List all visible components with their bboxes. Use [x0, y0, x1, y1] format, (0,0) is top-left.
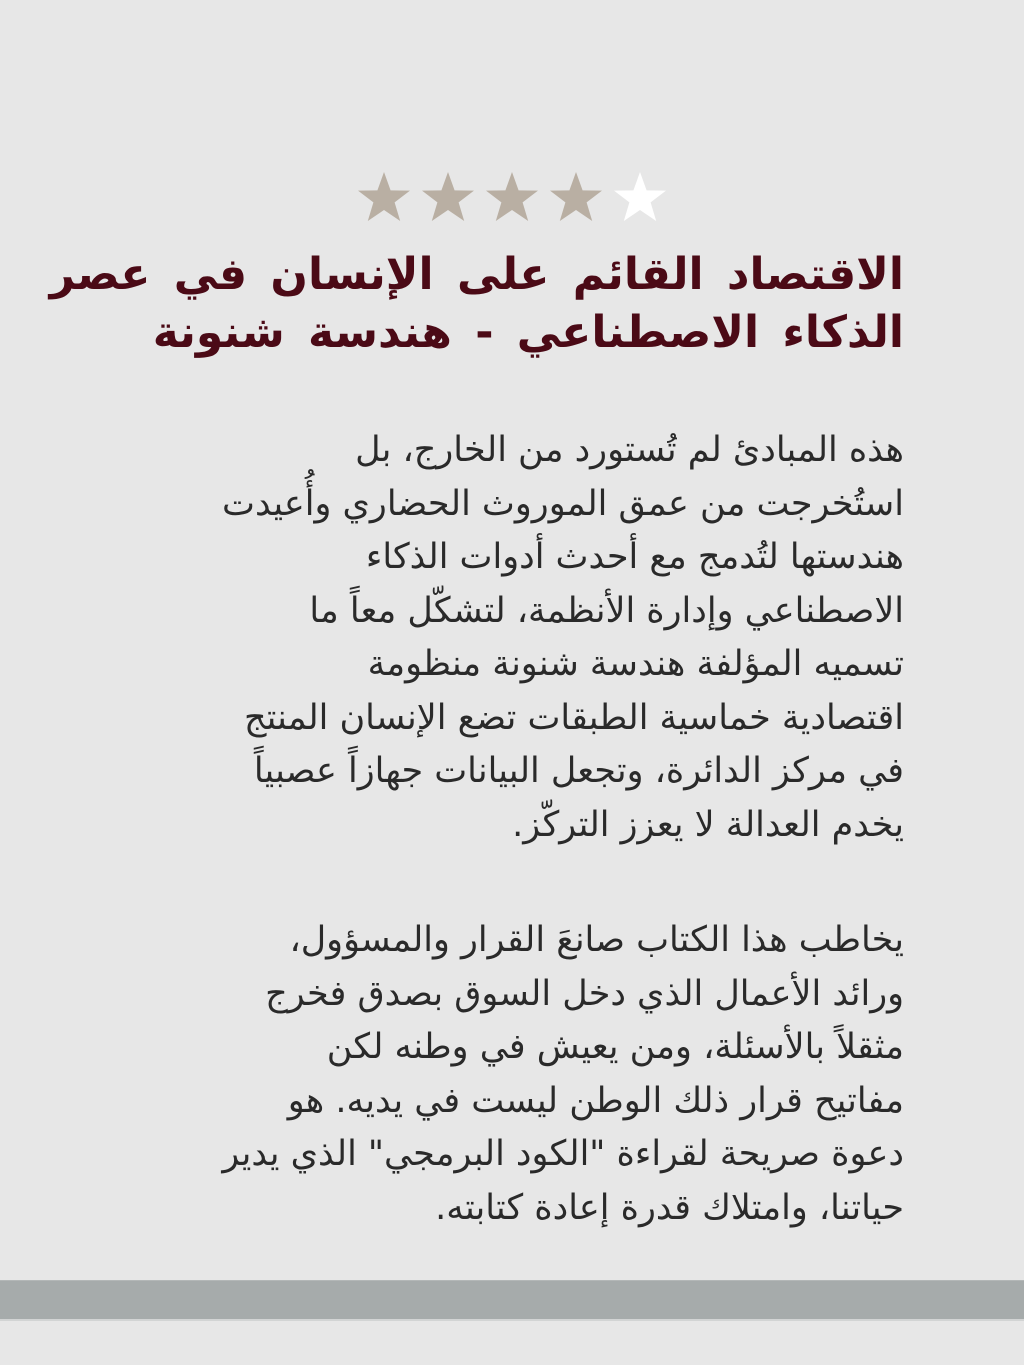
paragraph-line: مثقلاً بالأسئلة، ومن يعيش في وطنه لكن [326, 1027, 904, 1067]
star-icon [612, 170, 668, 224]
title-line: الاقتصاد القائم على الإنسان في عصر [49, 249, 904, 300]
paragraph-line: حياتنا، وامتلاك قدرة إعادة كتابته. [435, 1187, 904, 1228]
title-line: الذكاء الاصطناعي - هندسة شنونة [152, 307, 904, 358]
book-title [49, 246, 904, 362]
star-rating [356, 170, 668, 226]
paragraph-line: يخدم العدالة لا يعزز التركّز. [512, 804, 904, 845]
paragraph-line: استُخرجت من عمق الموروث الحضاري وأُعيدت [222, 483, 904, 524]
paragraph-line: في مركز الدائرة، وتجعل البيانات جهازاً عصبياً [253, 751, 904, 791]
paragraph-line: هندستها لتُدمج مع أحدث أدوات الذكاء [365, 537, 904, 577]
paragraph-line: الاصطناعي وإدارة الأنظمة، لتشكّل معاً ما [309, 590, 904, 631]
paragraph-line: تسميه المؤلفة هندسة شنونة منظومة [367, 644, 904, 684]
description-paragraph-1 [110, 424, 904, 852]
description-paragraph-2 [110, 914, 904, 1235]
footer-bar [0, 1280, 1024, 1321]
star-icon [420, 170, 476, 224]
paragraph-line: مفاتيح قرار ذلك الوطن ليست في يديه. هو [287, 1080, 904, 1121]
paragraph-line: هذه المبادئ لم تُستورد من الخارج، بل [355, 430, 904, 470]
star-icon [356, 170, 412, 224]
star-icon [484, 170, 540, 224]
paragraph-line: دعوة صريحة لقراءة "الكود البرمجي" الذي يدير [222, 1134, 904, 1174]
paragraph-line: ورائد الأعمال الذي دخل السوق بصدق فخرج [265, 973, 904, 1014]
star-icon [548, 170, 604, 224]
paragraph-line: يخاطب هذا الكتاب صانعَ القرار والمسؤول، [289, 920, 904, 960]
paragraph-line: اقتصادية خماسية الطبقات تضع الإنسان المنتج [244, 697, 904, 738]
